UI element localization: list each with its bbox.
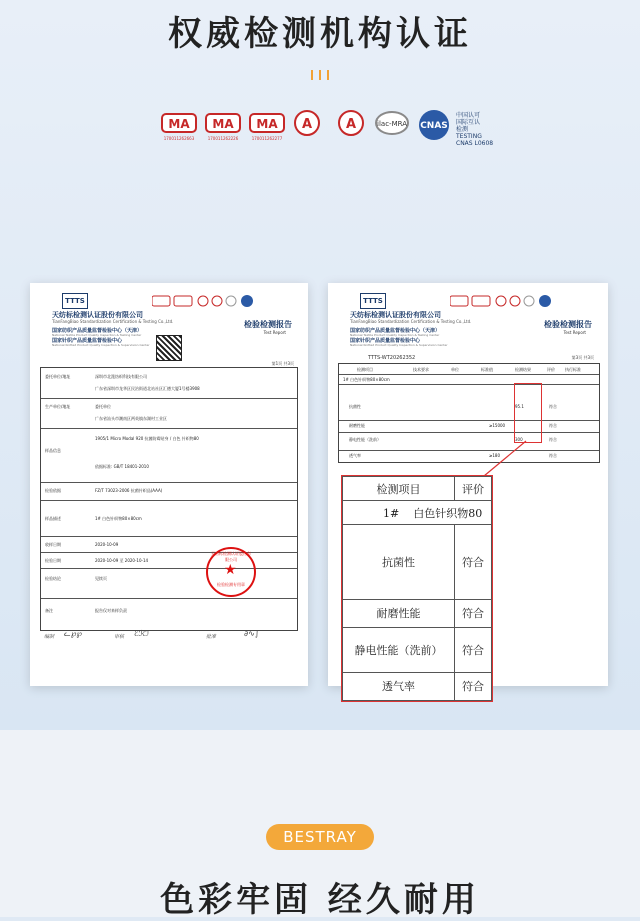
callout-item: 抗菌性 [343, 525, 455, 599]
company-name: 天纺标检测认证股份有限公司 [52, 311, 143, 319]
report-title: 检验检测报告 [544, 320, 592, 329]
table-row-value: 1# 白色针织物80×80cm [95, 516, 142, 521]
callout-connector [480, 440, 530, 480]
result-item: 静电性能（洗前） [349, 437, 381, 442]
cnas-text-line: CNAS L0608 [456, 140, 494, 147]
table-row-value: 深圳市北派纺织科技有限公司 [95, 374, 147, 379]
handwritten-signature-1: ᓚ℘℘ [64, 629, 82, 638]
cma-mark-1: MA [168, 117, 190, 131]
result-verdict: 符合 [549, 404, 557, 409]
brand-badge: BESTRAY [266, 824, 374, 850]
report-cert-marks [152, 293, 282, 307]
center-name-2-en: National Knitted Product Quality Inspection & Supervision Center [350, 343, 448, 347]
center-name-1-en: National Textile Product Quality Inspection & Testing Center [52, 333, 142, 337]
cnas-description [456, 112, 493, 147]
ttts-logo: TTTS [360, 293, 386, 309]
result-verdict: 符合 [549, 423, 557, 428]
table-row-value: 见续页 [95, 576, 107, 581]
handwritten-signature-3: ∂∿∫ [244, 629, 260, 638]
callout-verdict: 符合 [455, 599, 492, 627]
cma-number-2: 170011262226 [207, 136, 239, 141]
callout-sample-name: 白色针织物80 [413, 506, 483, 520]
table-row-label: 样品描述 [45, 516, 61, 521]
report-cert-marks [450, 293, 580, 307]
cma-logo-icon [204, 108, 242, 140]
center-name-2-en: National Knitted Product Quality Inspection & Supervision Center [52, 343, 150, 347]
cma-mark-2: MA [212, 117, 234, 131]
callout-header: 检测项目 [343, 477, 455, 501]
section-title: 色彩牢固 经久耐用 [160, 880, 480, 920]
cnas-mark: CNAS [420, 121, 448, 131]
table-row-label: 样品信息 [45, 448, 61, 453]
column-header: 技术要求 [413, 367, 429, 372]
report-number: TTTS-WT20262352 [368, 355, 416, 361]
highlight-box [514, 383, 542, 443]
table-row-value: 依据标准: GB/T 18401-2010 [95, 464, 149, 469]
table-row-label: 检验日期 [45, 558, 61, 563]
cma-number-3: 170011262277 [251, 136, 283, 141]
table-row-value: 广东省深圳市龙华区民治街道北站社区汇德大厦1号楼3908 [95, 386, 200, 391]
column-header: 单位 [451, 367, 459, 372]
table-row-value: 委托单位 [95, 404, 111, 409]
report-title: 检验检测报告 [244, 320, 292, 329]
table-row-value: 广东省汕头市潮南区两英镇东湖村工业区 [95, 416, 167, 421]
result-value: ≥15000 [489, 423, 506, 428]
center-name-2: 国家针织产品质量监督检验中心 [52, 338, 123, 344]
company-name-en: TianFangBiao Standardization Certification & Testing Co.,Ltd. [350, 319, 472, 324]
column-header: 标准值 [481, 367, 493, 372]
cal-logo-icon [292, 108, 322, 142]
cal-mark-1: A [301, 117, 313, 132]
ttts-logo: TTTS [62, 293, 88, 309]
company-name: 天纺标检测认证股份有限公司 [350, 311, 441, 319]
result-item: 抗菌性 [349, 404, 361, 409]
callout-item: 透气率 [343, 672, 455, 700]
official-seal-icon [206, 547, 256, 597]
table-row-value: 2020-10-09 至 2020-10-14 [95, 558, 149, 563]
result-sample: 1# 白色针织物80×80cm [343, 377, 390, 382]
seal-label: 检验检测专用章 [217, 582, 245, 587]
center-name-1: 国家纺织产品质量监督检验中心（天津） [52, 328, 143, 334]
results-callout [341, 475, 493, 702]
result-verdict: 符合 [549, 453, 557, 458]
center-name-2: 国家针织产品质量监督检验中心 [350, 338, 421, 344]
signature-label: 编制 [44, 634, 55, 640]
table-row-value: FZ/T 73023-2006 抗菌针织品(AAA) [95, 488, 163, 493]
callout-sample-id: 1# [383, 506, 400, 520]
callout-item: 静电性能（洗前） [343, 627, 455, 672]
cnas-text-line: 检测 [456, 126, 469, 133]
column-header: 检测项目 [357, 367, 373, 372]
certification-logos [160, 108, 490, 152]
ilac-mra-logo-icon [374, 108, 410, 142]
result-value: 300 [515, 437, 523, 442]
cal-logo-icon [336, 108, 366, 142]
seal-star: ★ [224, 562, 237, 578]
column-header: 评价 [547, 367, 555, 372]
column-header: 执行标准 [565, 367, 581, 372]
signature-label: 批准 [206, 634, 217, 640]
cnas-text-line: TESTING [456, 133, 482, 140]
report-table [40, 367, 298, 631]
seal-text: 天纺标检测认证股份有限公司 [211, 551, 251, 562]
ilac-mark: ilac-MRA [377, 120, 407, 128]
accent-divider [308, 70, 332, 80]
column-header: 检测结果 [515, 367, 531, 372]
table-row-value: 1905/1 Micro Modal 920 抗菌防霉贴身 / 白色 针织物80 [95, 436, 199, 441]
center-name-1: 国家纺织产品质量监督检验中心（天津） [350, 328, 441, 334]
center-name-1-en: National Textile Product Quality Inspection & Testing Center [350, 333, 440, 337]
table-row-label: 检验依据 [45, 488, 61, 493]
cnas-text-line: 中国认可 [456, 112, 481, 119]
callout-header: 评价 [455, 477, 492, 501]
result-verdict: 符合 [549, 437, 557, 442]
table-row-label: 收样日期 [45, 542, 61, 547]
callout-item: 耐磨性能 [343, 599, 455, 627]
results-table [338, 363, 600, 463]
cma-mark-3: MA [256, 117, 278, 131]
page-number: 第3页 共3页 [571, 355, 594, 360]
cma-logo-icon [160, 108, 198, 140]
handwritten-signature-2: ℰℛℐ [134, 629, 149, 638]
table-row-label: 备注 [45, 608, 53, 613]
callout-verdict: 符合 [455, 627, 492, 672]
cnas-logo-icon [414, 108, 454, 146]
cma-number-1: 170011262663 [163, 136, 195, 141]
test-report-page-1 [30, 283, 308, 686]
callout-verdict: 符合 [455, 672, 492, 700]
report-title-en: Test Report [563, 330, 586, 335]
result-value: ≥180 [489, 453, 500, 458]
table-row-label: 生产单位/地址 [45, 404, 71, 409]
page-number: 第1页 共3页 [271, 361, 294, 366]
report-title-en: Test Report [263, 330, 286, 335]
cal-mark-2: A [345, 117, 357, 132]
result-item: 透气率 [349, 453, 361, 458]
qr-code-icon [156, 335, 182, 361]
callout-verdict: 符合 [455, 525, 492, 599]
page-title: 权威检测机构认证 [168, 14, 472, 54]
table-row-label: 检验结论 [45, 576, 61, 581]
table-row-value: 2020-10-09 [95, 542, 119, 547]
signature-label: 审核 [114, 634, 125, 640]
table-row-value: 报告仅对来样负责 [95, 608, 127, 613]
cnas-text-line: 国际互认 [456, 119, 481, 126]
company-name-en: TianFangBiao Standardization Certification & Testing Co.,Ltd. [52, 319, 174, 324]
result-value: 95.1 [515, 404, 524, 409]
result-item: 耐磨性能 [349, 423, 365, 428]
table-row-label: 委托单位/地址 [45, 374, 71, 379]
cma-logo-icon [248, 108, 286, 140]
